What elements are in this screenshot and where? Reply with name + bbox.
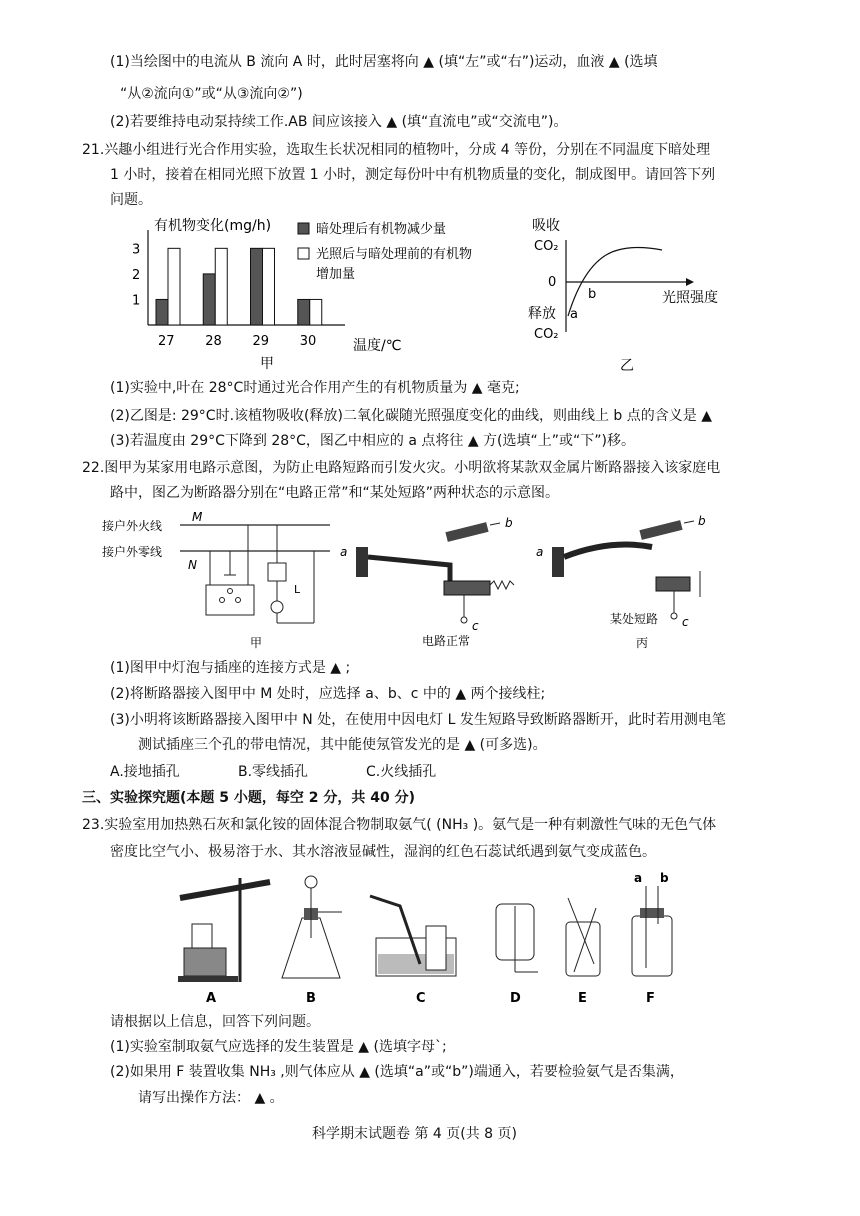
chart-ytick-label: 1	[132, 293, 141, 309]
bar-dark	[156, 299, 168, 325]
zero-line-label: 接户外零线	[102, 545, 163, 559]
breaker1-terminal-c	[461, 617, 467, 623]
breaker1-lead	[490, 523, 500, 525]
q21-stem-line3: 问题。	[110, 192, 152, 208]
q23-part2-line2: 请写出操作方法： ▲ 。	[138, 1090, 284, 1106]
apparatus-D	[496, 904, 538, 1006]
label-D: D	[510, 991, 521, 1006]
q22-option-b: B.零线插孔	[238, 764, 309, 780]
chart-xtick-label: 29	[252, 334, 270, 349]
figure-apparatus	[170, 868, 690, 1008]
bar-light	[263, 248, 275, 325]
q22-option-a: A.接地插孔	[110, 764, 180, 780]
fire-line-label: 接户外火线	[102, 519, 163, 533]
yi-point-a: a	[570, 307, 578, 322]
q23-intro: 请根据以上信息，回答下列问题。	[110, 1014, 320, 1030]
chart-xtick-label: 28	[205, 334, 222, 349]
q22-stem-line2: 路中，图乙为断路器分别在“电路正常”和“某处短路”两种状态的示意图。	[110, 485, 560, 501]
socket-icon	[206, 585, 254, 615]
legend-light-swatch	[298, 248, 309, 259]
breaker2-terminal-c	[671, 613, 677, 619]
q20-part1-line1: (1)当绘图中的电流从 B 流向 A 时，此时居塞将向 ▲ (填“左”或“右”)运动，血液 ▲ (选填	[110, 54, 658, 70]
chart-ytick-label: 2	[132, 267, 141, 283]
yi-point-b: b	[588, 287, 597, 302]
legend-light-label-2: 增加量	[316, 267, 356, 282]
q22-option-c: C.火线插孔	[366, 764, 437, 780]
breaker1-b: b	[505, 516, 513, 530]
breaker1-a: a	[340, 545, 348, 559]
q22-part2: (2)将断路器接入图甲中 M 处时，应选择 a、b、c 中的 ▲ 两个接线柱;	[110, 686, 546, 702]
q21-stem-line2: 1 小时，接着在相同光照下放置 1 小时，测定每份叶中有机物质量的变化，制成图甲。请回答下列	[110, 167, 716, 183]
label-A: A	[206, 991, 217, 1006]
q23-part1: (1)实验室制取氨气应选择的发生装置是 ▲ (选填字母`;	[110, 1039, 447, 1055]
breaker1-c: c	[472, 619, 479, 633]
q21-stem-line1: 21.兴趣小组进行光合作用实验，选取生长状况相同的植物叶，分成 4 等份，分别在不同温度下暗处理	[82, 142, 711, 158]
figure-yi-curve	[520, 212, 760, 377]
yi-absorb-label: 吸收	[532, 218, 560, 234]
label-E: E	[578, 991, 587, 1006]
label-C: C	[416, 991, 426, 1006]
bar-dark	[251, 248, 263, 325]
chart-ylabel: 有机物变化(mg/h)	[154, 218, 272, 234]
q23-stem-line2: 密度比空气小、极易溶于水、其水溶液显碱性，湿润的红色石蕊试纸遇到氨气变成蓝色。	[110, 844, 656, 860]
apparatus-F	[632, 871, 672, 1006]
chart-xtick-label: 27	[158, 334, 175, 349]
bar-light	[168, 248, 180, 325]
q21-part1: (1)实验中,叶在 28°C时通过光合作用产生的有机物质量为 ▲ 毫克;	[110, 380, 520, 396]
apparatus-E	[566, 898, 600, 1006]
label-F-a: a	[634, 871, 643, 885]
yi-co2-top: CO₂	[534, 239, 559, 254]
breaker1-contact	[444, 581, 490, 595]
chart-xtick-label: 30	[299, 334, 317, 349]
q21-part2: (2)乙图是: 29°C时.该植物吸收(释放)二氧化碳随光照强度变化的曲线，则曲线上 b 点的含义是 ▲	[110, 408, 712, 424]
q22-part3-line2: 测试插座三个孔的带电情况，其中能使氖管发光的是 ▲ (可多选)。	[138, 737, 547, 753]
breaker-normal-label: 电路正常	[422, 634, 471, 648]
q22-stem-line1: 22.图甲为某家用电路示意图，为防止电路短路而引发火灾。小明欲将某款双金属片断路器接入该家庭电	[82, 460, 721, 476]
breaker2-strip	[564, 545, 652, 557]
switch-icon	[268, 563, 286, 581]
breaker1-lever	[445, 522, 488, 542]
yi-release-label: 释放	[528, 306, 556, 322]
lamp-L-label: L	[294, 583, 301, 596]
apparatus-C	[370, 896, 456, 1006]
q20-part1-line2: “从②流向①”或“从③流向②”)	[120, 86, 303, 102]
figure-yi-caption: 乙	[620, 358, 634, 374]
chart-ytick-label: 3	[132, 242, 141, 258]
lamp-icon	[271, 601, 283, 613]
section-3-heading: 三、实验探究题(本题 5 小题，每空 2 分，共 40 分)	[82, 790, 416, 806]
figure-circuit-breaker	[100, 505, 740, 655]
point-M: M	[192, 510, 203, 524]
page-footer: 科学期末试题卷 第 4 页(共 8 页)	[312, 1126, 517, 1142]
circuit-caption-jia: 甲	[250, 636, 263, 650]
breaker2-contact	[656, 577, 690, 591]
bar-dark	[298, 299, 310, 325]
breaker1-spring	[490, 581, 514, 589]
bar-dark	[203, 274, 215, 325]
figure-jia-caption: 甲	[260, 356, 274, 372]
yi-arrow-icon	[686, 278, 694, 286]
label-F-b: b	[660, 871, 669, 885]
legend-dark-label: 暗处理后有机物减少量	[316, 222, 447, 237]
breaker2-c: c	[682, 615, 689, 629]
apparatus-A	[178, 878, 270, 1006]
figure-jia-bar-chart	[120, 208, 520, 378]
bar-light	[310, 299, 322, 325]
q22-part1: (1)图甲中灯泡与插座的连接方式是 ▲ ;	[110, 660, 351, 676]
yi-co2-bottom: CO₂	[534, 327, 559, 342]
yi-zero: 0	[548, 275, 557, 290]
breaker2-clamp	[552, 547, 564, 577]
breaker2-b: b	[698, 514, 706, 528]
yi-xlabel: 光照强度	[662, 290, 718, 306]
legend-dark-swatch	[298, 223, 309, 234]
point-N: N	[188, 558, 197, 572]
breaker-short-label: 某处短路	[610, 612, 659, 626]
q23-part2-line1: (2)如果用 F 装置收集 NH₃ ,则气体应从 ▲ (选填“a”或“b”)端通入，若要检验氨气是否集满，	[110, 1064, 684, 1080]
q22-part3-line1: (3)小明将该断路器接入图甲中 N 处，在使用中因电灯 L 发生短路导致断路器断开，此时若用测电笔	[110, 712, 726, 728]
breaker2-lead	[684, 521, 694, 523]
apparatus-B	[282, 876, 342, 1006]
label-F: F	[646, 991, 655, 1006]
bar-light	[215, 248, 227, 325]
q23-stem-line1: 23.实验室用加热熟石灰和氯化铵的固体混合物制取氨气( (NH₃ )。氨气是一种有刺激性气味的无色气体	[82, 817, 717, 833]
breaker2-lever	[639, 520, 682, 540]
label-B: B	[306, 991, 316, 1006]
legend-light-label-1: 光照后与暗处理前的有机物	[316, 247, 473, 262]
breaker1-clamp	[356, 547, 368, 577]
q21-part3: (3)若温度由 29°C下降到 28°C，图乙中相应的 a 点将往 ▲ 方(选填“上”或“下”)移。	[110, 433, 635, 449]
circuit-caption-bing: 丙	[636, 636, 649, 650]
breaker2-a: a	[536, 545, 544, 559]
q20-part2: (2)若要维持电动泵持续工作.AB 间应该接入 ▲ (填“直流电”或“交流电”)。	[110, 114, 568, 130]
chart-xlabel: 温度/℃	[353, 338, 402, 354]
